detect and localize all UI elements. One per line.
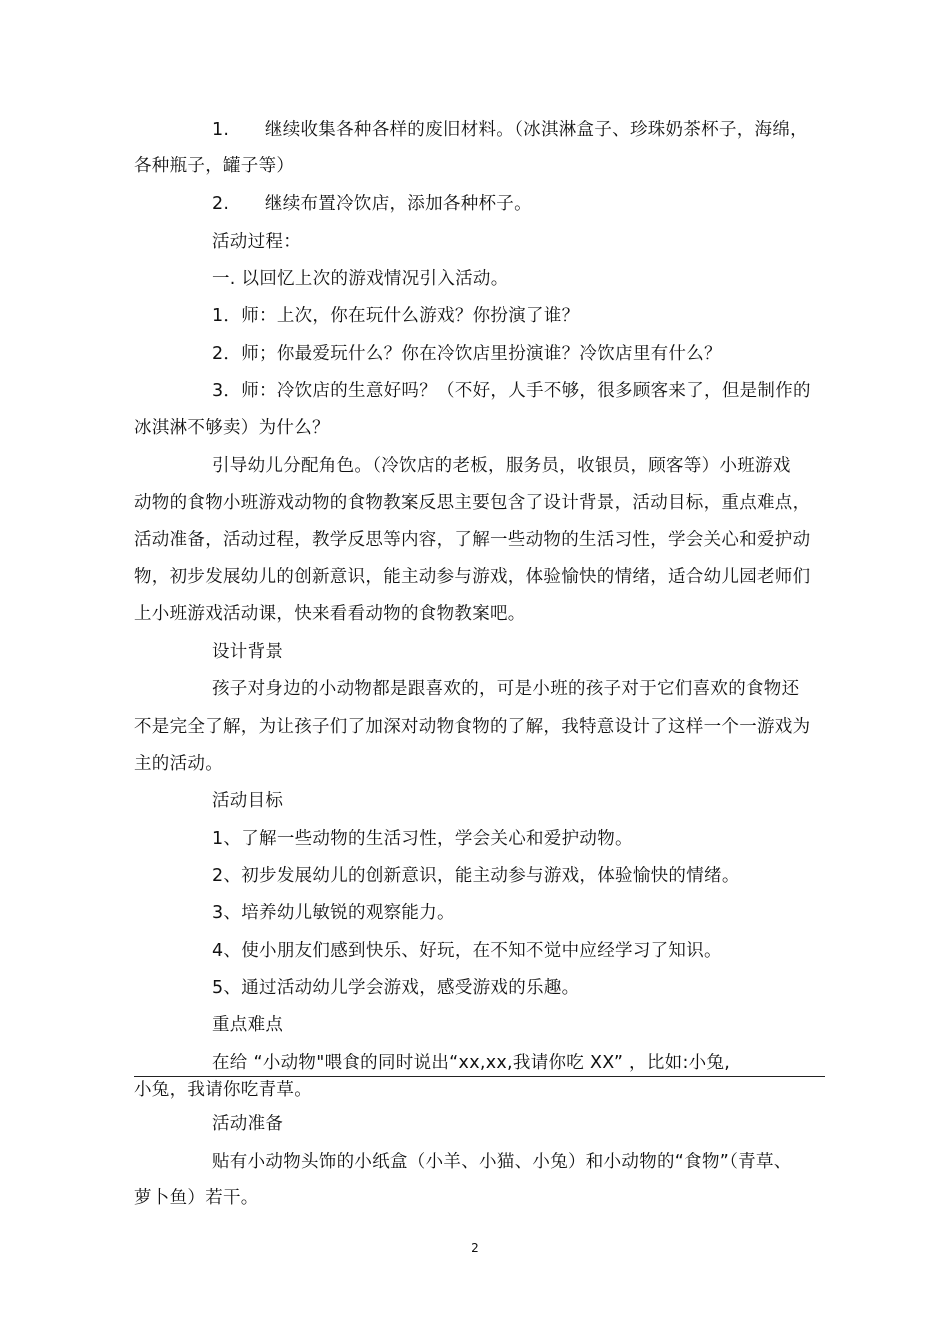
section-heading: 重点难点 (212, 1015, 284, 1035)
horizontal-rule (134, 1076, 825, 1077)
text-line: 1. 继续收集各种各样的废旧材料。（冰淇淋盒子、珍珠奶茶杯子，海绵， (212, 120, 808, 140)
text-line: 萝卜鱼）若干。 (134, 1188, 259, 1208)
section-heading: 设计背景 (212, 642, 284, 662)
text-line: 一. 以回忆上次的游戏情况引入活动。 (212, 269, 509, 289)
text-line: 贴有小动物头饰的小纸盒（小羊、小猫、小兔）和小动物的“食物”（青草、 (212, 1152, 792, 1172)
text-line: 不是完全了解，为让孩子们了加深对动物食物的了解，我特意设计了这样一个一游戏为 (134, 717, 811, 737)
text-line: 引导幼儿分配角色。（冷饮店的老板，服务员，收银员，顾客等）小班游戏 (212, 456, 791, 476)
text-line: 2. 继续布置冷饮店，添加各种杯子。 (212, 194, 532, 214)
text-line: 各种瓶子，罐子等） (134, 156, 295, 176)
text-line: 冰淇淋不够卖）为什么？ (134, 418, 330, 438)
list-item: 3、培养幼儿敏锐的观察能力。 (212, 903, 455, 923)
text-line: 孩子对身边的小动物都是跟喜欢的，可是小班的孩子对于它们喜欢的食物还 (212, 679, 800, 699)
text-line: 动物的食物小班游戏动物的食物教案反思主要包含了设计背景，活动目标，重点难点， (134, 493, 811, 513)
text-line: 在给 “小动物"喂食的同时说出“xx,xx,我请你吃 XX” ，比如:小兔, (212, 1053, 731, 1073)
text-line: 活动准备，活动过程，教学反思等内容，了解一些动物的生活习性，学会关心和爱护动 (134, 530, 811, 550)
text-line: 小兔，我请你吃青草。 (134, 1080, 312, 1100)
section-heading: 活动准备 (212, 1114, 284, 1134)
text-line: 3．师：冷饮店的生意好吗？（不好，人手不够，很多顾客来了，但是制作的 (212, 381, 811, 401)
text-line: 2．师；你最爱玩什么？你在冷饮店里扮演谁？冷饮店里有什么？ (212, 344, 722, 364)
text-line: 主的活动。 (134, 754, 223, 774)
text-line: 上小班游戏活动课，快来看看动物的食物教案吧。 (134, 604, 526, 624)
text-line: 物，初步发展幼儿的创新意识，能主动参与游戏，体验愉快的情绪，适合幼儿园老师们 (134, 567, 811, 587)
text-line: 1．师：上次，你在玩什么游戏？你扮演了谁？ (212, 306, 580, 326)
list-item: 2、初步发展幼儿的创新意识，能主动参与游戏，体验愉快的情绪。 (212, 866, 740, 886)
list-item: 4、使小朋友们感到快乐、好玩，在不知不觉中应经学习了知识。 (212, 941, 722, 961)
section-heading: 活动过程： (212, 232, 301, 252)
page-number: 2 (471, 1241, 479, 1255)
list-item: 5、通过活动幼儿学会游戏，感受游戏的乐趣。 (212, 978, 580, 998)
list-item: 1、了解一些动物的生活习性，学会关心和爱护动物。 (212, 829, 633, 849)
section-heading: 活动目标 (212, 791, 284, 811)
